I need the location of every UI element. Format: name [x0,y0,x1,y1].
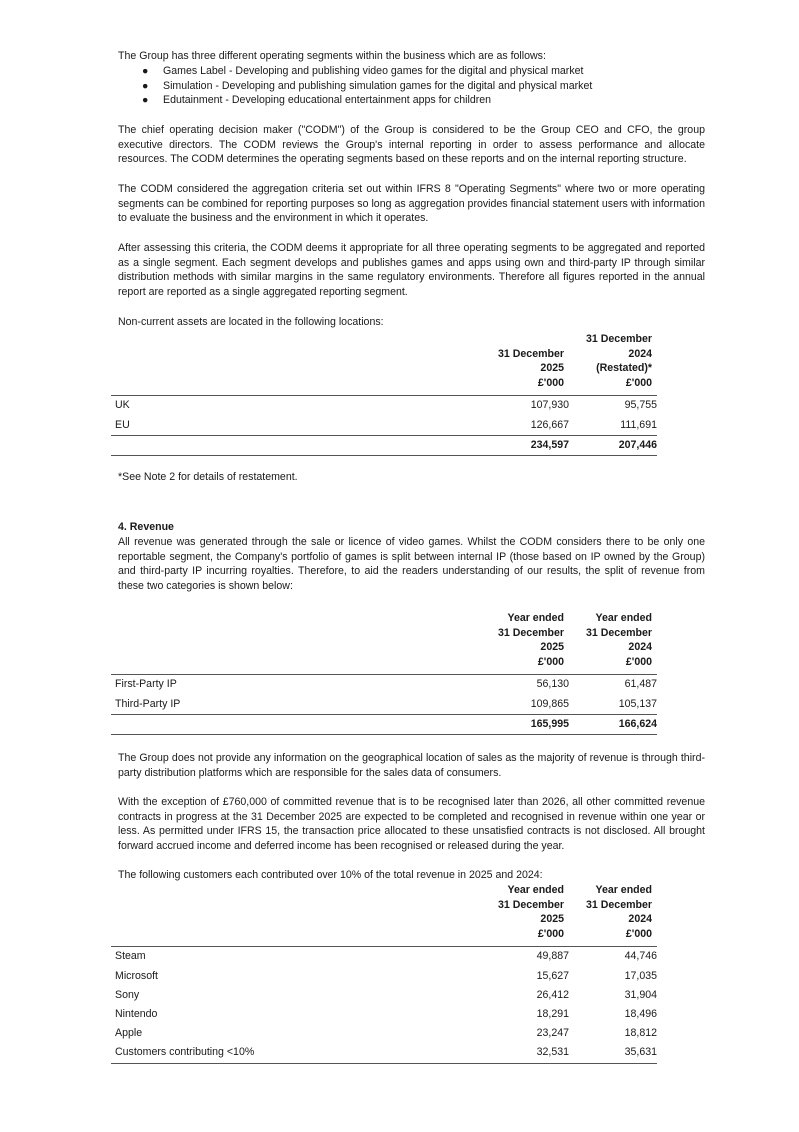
value-2025: 126,667 [530,418,569,431]
value-2024: 105,137 [618,697,657,710]
row-label: Steam [115,950,146,963]
table-row [111,967,657,986]
table-row [111,416,657,436]
codm-paragraph: The chief operating decision maker ("CODM") of the Group is considered to be the Group CEO and CFO, the group executive directors. The CODM reviews the Group's internal reporting in order to assess performance and allocate resources. The CODM determines the operating segments based on these reports and on the internal reporting structure. [118,124,705,166]
value-2025: 18,291 [536,1007,569,1020]
customers-table [111,883,657,1064]
total-row [111,435,657,455]
value-2024: 31,904 [624,988,657,1001]
bullet-icon: ● [142,79,149,92]
table-row [111,986,657,1005]
value-2024: 61,487 [624,678,657,691]
row-label: Sony [115,988,140,1001]
bullet-icon: ● [142,65,149,77]
value-2025: 49,887 [536,950,569,963]
geography-paragraph: The Group does not provide any information on the geographical location of sales as the majority of revenue is through third-party distribution platforms which are responsible for the sales data of consumers. [118,752,705,779]
value-2025: 23,247 [536,1027,569,1040]
table-row [111,1005,657,1024]
table-row [111,695,657,715]
list-item [118,64,678,79]
aggregation-paragraph: The CODM considered the aggregation criteria set out within IFRS 8 "Operating Segments" where two or more operating segments can be combined for reporting purposes so long as aggregation provides financial statement users with information to evaluate the business and the environment in which it operates. [118,183,705,225]
column-header-2025: 31 December 2025 £'000 [481,332,569,396]
value-2025: 15,627 [536,969,569,982]
row-label: Microsoft [115,969,158,982]
table-row [111,1024,657,1043]
column-header-2024: 31 December 2024 (Restated)* £'000 [569,332,657,396]
revenue-heading: 4. Revenue [118,521,174,533]
row-label: UK [115,399,130,412]
assessment-paragraph: After assessing this criteria, the CODM deems it appropriate for all three operating segments to be aggregated and reported as a single segment. Each segment develops and publishes games and apps using own and third-party IP through similar distribution methods with similar margins in the same regulatory environments. Therefore all figures reported in the annual report are reported as a single aggregated reporting segment. [118,242,705,298]
segments-intro: The Group has three different operating segments within the business which are as follows: [118,50,546,62]
value-2025: 107,930 [530,399,569,412]
column-header-2025: Year ended 31 December 2025 £'000 [481,883,569,947]
row-label: Customers contributing <10% [111,1043,481,1063]
segments-list [118,64,678,108]
segment-text: Games Label - Developing and publishing video games for the digital and physical market [163,65,584,77]
row-label: Nintendo [115,1007,158,1020]
row-label: EU [115,418,130,431]
total-2024: 207,446 [569,435,657,455]
row-label: First-Party IP [115,678,177,691]
restatement-note: *See Note 2 for details of restatement. [118,471,298,483]
table-row [111,396,657,416]
revenue-intro: All revenue was generated through the sale or licence of video games. Whilst the CODM considers there to be only one reportable segment, the Company's portfolio of games is split between internal IP (those based on IP owned by the Group) and third-party IP incurring royalties. Therefore, to aid the readers understanding of our results, the split of revenue from these two categories is shown below: [118,536,705,592]
bullet-icon: ● [142,94,149,107]
value-2024: 111,691 [620,418,657,431]
table-row [111,675,657,695]
value-2025: 32,531 [481,1043,569,1063]
revenue-table [111,611,657,735]
segment-text: Edutainment - Developing educational entertainment apps for children [163,94,492,107]
total-2025: 234,597 [481,435,569,455]
column-header-2024: Year ended 31 December 2024 £'000 [569,883,657,947]
row-label: Third-Party IP [115,697,181,710]
column-header-2025: Year ended 31 December 2025 £'000 [481,611,569,675]
value-2024: 18,812 [624,1027,657,1040]
noncurrent-intro: Non-current assets are located in the following locations: [118,316,384,328]
customers-intro: The following customers each contributed over 10% of the total revenue in 2025 and 2024: [118,869,543,881]
table-row [111,1043,657,1063]
total-row [111,714,657,734]
value-2025: 56,130 [536,678,569,691]
list-item [118,93,678,108]
table-row [111,947,657,967]
total-2025: 165,995 [481,714,569,734]
committed-revenue-paragraph: With the exception of £760,000 of committed revenue that is to be recognised later than 2026, all other committed revenue contracts in progress at the 31 December 2025 are expected to be completed and recognised in revenue within one year or less. As permitted under IFRS 15, the transaction price allocated to these unsatisfied contracts is not disclosed. All brought forward accrued income and deferred income has been recognised or released during the year. [118,796,705,852]
total-2024: 166,624 [569,714,657,734]
row-label: Apple [115,1027,143,1040]
value-2024: 95,755 [624,399,657,412]
segment-text: Simulation - Developing and publishing simulation games for the digital and physical market [163,79,593,92]
value-2025: 109,865 [530,697,569,710]
value-2025: 26,412 [536,988,569,1001]
value-2024: 18,496 [624,1007,657,1020]
value-2024: 35,631 [569,1043,657,1063]
list-item [118,79,678,94]
value-2024: 44,746 [624,950,657,963]
column-header-2024: Year ended 31 December 2024 £'000 [569,611,657,675]
noncurrent-assets-table [111,332,657,456]
value-2024: 17,035 [624,969,657,982]
